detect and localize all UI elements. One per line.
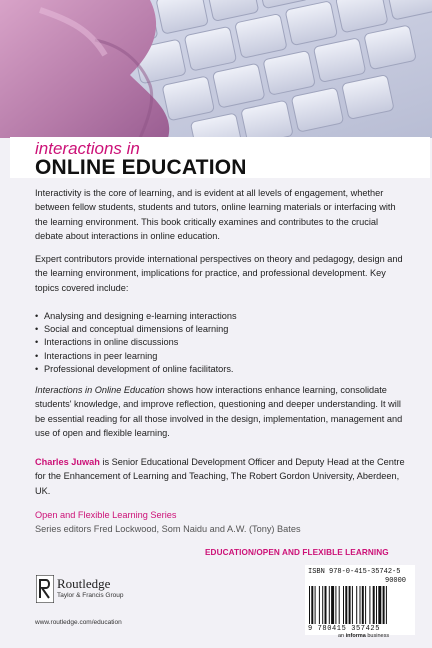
book-title: ONLINE EDUCATION <box>35 156 247 179</box>
blurb-paragraph-1-text: Interactivity is the core of learning, and is evident at all levels of engagement, whether between fellow students, students and tutors, online learning materials or interfacing with the learning environment. This book critically examines and contributes to the crucial debate about interactions in online education. <box>35 188 396 242</box>
list-item: • Professional development of online facilitators. <box>35 363 237 376</box>
barcode-box <box>305 565 415 635</box>
barcode-icon <box>309 586 411 624</box>
title-band <box>10 137 430 178</box>
book-title-italic: Interactions in Online Education <box>35 385 165 395</box>
informa-suffix: business <box>367 633 390 639</box>
list-item: • Interactions in peer learning <box>35 350 237 363</box>
author-bio <box>35 455 407 498</box>
list-item: • Social and conceptual dimensions of learning <box>35 323 237 336</box>
cover-photo <box>0 0 432 138</box>
price-code: 90000 <box>385 577 407 585</box>
informa-business <box>338 633 389 639</box>
publisher-name: Routledge <box>57 576 111 591</box>
subject-category: EDUCATION/OPEN AND FLEXIBLE LEARNING <box>205 548 389 557</box>
author-bio-text <box>35 455 407 498</box>
series-title: Open and Flexible Learning Series <box>35 510 177 520</box>
series-info <box>35 508 301 537</box>
barcode-digits: 9 780415 357425 <box>308 625 381 633</box>
publisher-group: Taylor & Francis Group <box>57 592 124 599</box>
routledge-logo-icon <box>36 575 54 603</box>
informa-name: informa <box>345 633 366 639</box>
list-item: • Analysing and designing e-learning interactions <box>35 310 237 323</box>
list-item: • Interactions in online discussions <box>35 336 237 349</box>
series-editors: Series editors Fred Lockwood, Som Naidu and A.W. (Tony) Bates <box>35 524 301 535</box>
publisher-logo <box>36 575 176 605</box>
informa-prefix: an <box>338 633 345 639</box>
author-name: Charles Juwah <box>35 457 100 467</box>
blurb-paragraph-3 <box>35 383 407 441</box>
book-title-prefix: interactions in <box>35 139 140 158</box>
blurb-paragraph-2 <box>35 252 407 295</box>
topics-list <box>35 310 237 376</box>
blurb-paragraph-3-text <box>35 383 407 441</box>
publisher-website[interactable]: www.routledge.com/education <box>35 619 122 626</box>
blurb-paragraph-2-text: Expert contributors provide international perspectives on theory and pedagogy, design and the learning environment, implications for practice, and professional development. Key topics covered include: <box>35 254 403 293</box>
isbn-text: ISBN 978-0-415-35742-5 <box>308 568 401 576</box>
blurb-paragraph-1 <box>35 186 407 244</box>
blurb-paragraph-3-rest: shows how interactions enhance learning, consolidate students' knowledge, and improve reflection, questioning and deeper understanding. It will be essential reading for all those involved in the design, implementation, management and use of open and flexible learning. <box>35 385 403 439</box>
author-bio-rest: is Senior Educational Development Officer and Deputy Head at the Centre for the Enhancement of Learning and Teaching, The Robert Gordon University, Aberdeen, UK. <box>35 457 405 496</box>
